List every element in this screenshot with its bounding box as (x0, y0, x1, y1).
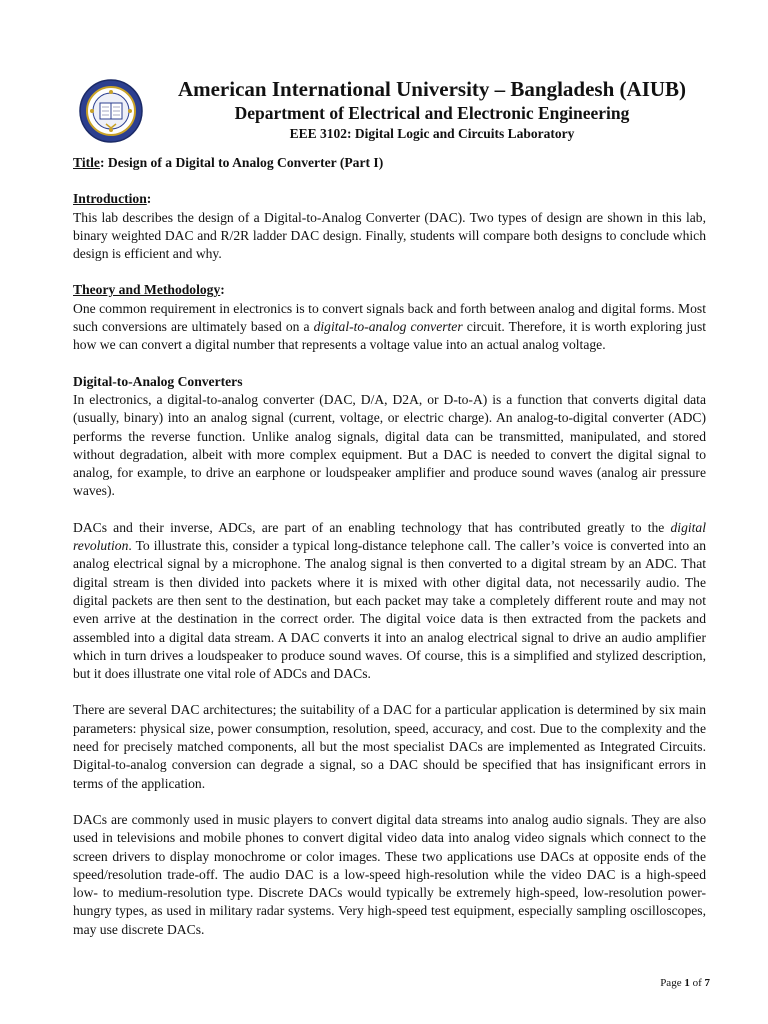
theory-paragraph (73, 300, 706, 355)
theory-text-a: One common requirement in electronics is to convert signals back and forth between analog and digital forms. Most such conversions are ultimately based on a (73, 300, 706, 335)
page-total: 7 (704, 977, 710, 989)
introduction-paragraph: This lab describes the design of a Digital-to-Analog Converter (DAC). Two types of design are shown in this lab, binary weighted DAC and R/2R ladder DAC design. Finally, students will compare both designs to conclude which design is efficient and why. (73, 209, 706, 262)
dac-paragraph-2 (73, 519, 706, 684)
page-label: Page (660, 977, 685, 989)
dac-paragraph-4: DACs are commonly used in music players to convert digital data streams into analog audio signals. They are also used in televisions and mobile phones to convert digital video data into analog video signals which connect to the screen drivers to display monochrome or color images. These two applications use DACs at opposite ends of the speed/resolution trade-off. The audio DAC is a low-speed high-resolution while the video DAC is a high-speed low- to medium-resolution type. Discrete DACs would typically be extremely high-speed, low-resolution power-hungry types, as used in military radar systems. Very high-speed test equipment, especially sampling oscilloscopes, may use discrete DACs. (73, 811, 706, 937)
title-label: Title (73, 155, 100, 170)
page-current: 1 (684, 977, 690, 989)
university-seal-icon (78, 78, 144, 144)
introduction-heading (73, 190, 706, 208)
theory-emphasis: digital-to-analog converter (313, 319, 463, 335)
page-number (660, 977, 710, 989)
document-body (73, 154, 706, 939)
department-name: Department of Electrical and Electronic Engineering (234, 103, 630, 123)
university-name: American International University – Bangladesh (AIUB) (177, 77, 687, 101)
letterhead (72, 72, 712, 152)
theory-heading (73, 281, 706, 299)
dac-p2-emphasis: digital revolution (73, 519, 706, 554)
introduction-colon: : (146, 191, 152, 207)
dac-p2-text-b: . To illustrate this, consider a typical long-distance telephone call. The caller’s voice is converted into an analog electrical signal by a microphone. The analog signal is then converted to a digital stream by an ADC. That digital stream is then divided into packets where it is mixed with other digital data, not necessarily audio. The digital packets are then sent to the destination, but each packet may take a completely different route and may not even arrive at the destination in the correct order. The digital voice data is then extracted from the packets and assembled into a digital data stream. A DAC converts it into an analog electrical signal to drive an audio amplifier which in turn drives a loudspeaker to produce sound waves. Of course, this is a simplified and stylized description, but it does illustrate one vital role of ADCs and DACs. (73, 538, 706, 682)
dac-paragraph-1: In electronics, a digital-to-analog converter (DAC, D/A, D2A, or D-to-A) is a function that converts digital data (usually, binary) into an analog signal (current, voltage, or electric charge). An analog-to-digital converter (ADC) performs the reverse function. Unlike analog signals, digital data can be transmitted, manipulated, and stored without degradation, albeit with more complex equipment. But a DAC is needed to convert the digital signal to analog, for example, to drive an earphone or loudspeaker amplifier and produce sound waves (analog air pressure waves). (73, 391, 706, 499)
title-text: Design of a Digital to Analog Converter (Part I) (107, 155, 384, 170)
dac-paragraph-3: There are several DAC architectures; the suitability of a DAC for a particular application is determined by six main parameters: physical size, power consumption, resolution, speed, accuracy, and cost. Due to the complexity and the need for precisely matched components, all but the most specialist DACs are implemented as Integrated Circuits. Digital-to-analog conversion can degrade a signal, so a DAC should be specified that has insignificant errors in terms of the application. (73, 702, 706, 791)
course-name: EEE 3102: Digital Logic and Circuits Laboratory (289, 126, 575, 141)
dac-heading: Digital-to-Analog Converters (73, 373, 243, 389)
lab-title (73, 154, 706, 172)
introduction-heading-text: Introduction (73, 191, 147, 207)
page-of-label: of (689, 977, 705, 989)
theory-text-b: circuit. Therefore, it is worth exploring just how we can convert a digital number that represents a voltage value into an actual analog voltage. (73, 319, 707, 353)
title-separator: : (99, 155, 108, 170)
theory-heading-text: Theory and Methodology (73, 282, 221, 298)
theory-colon: : (220, 282, 225, 298)
dac-p2-text-a: DACs and their inverse, ADCs, are part of an enabling technology that has contributed greatly to the (73, 519, 671, 535)
